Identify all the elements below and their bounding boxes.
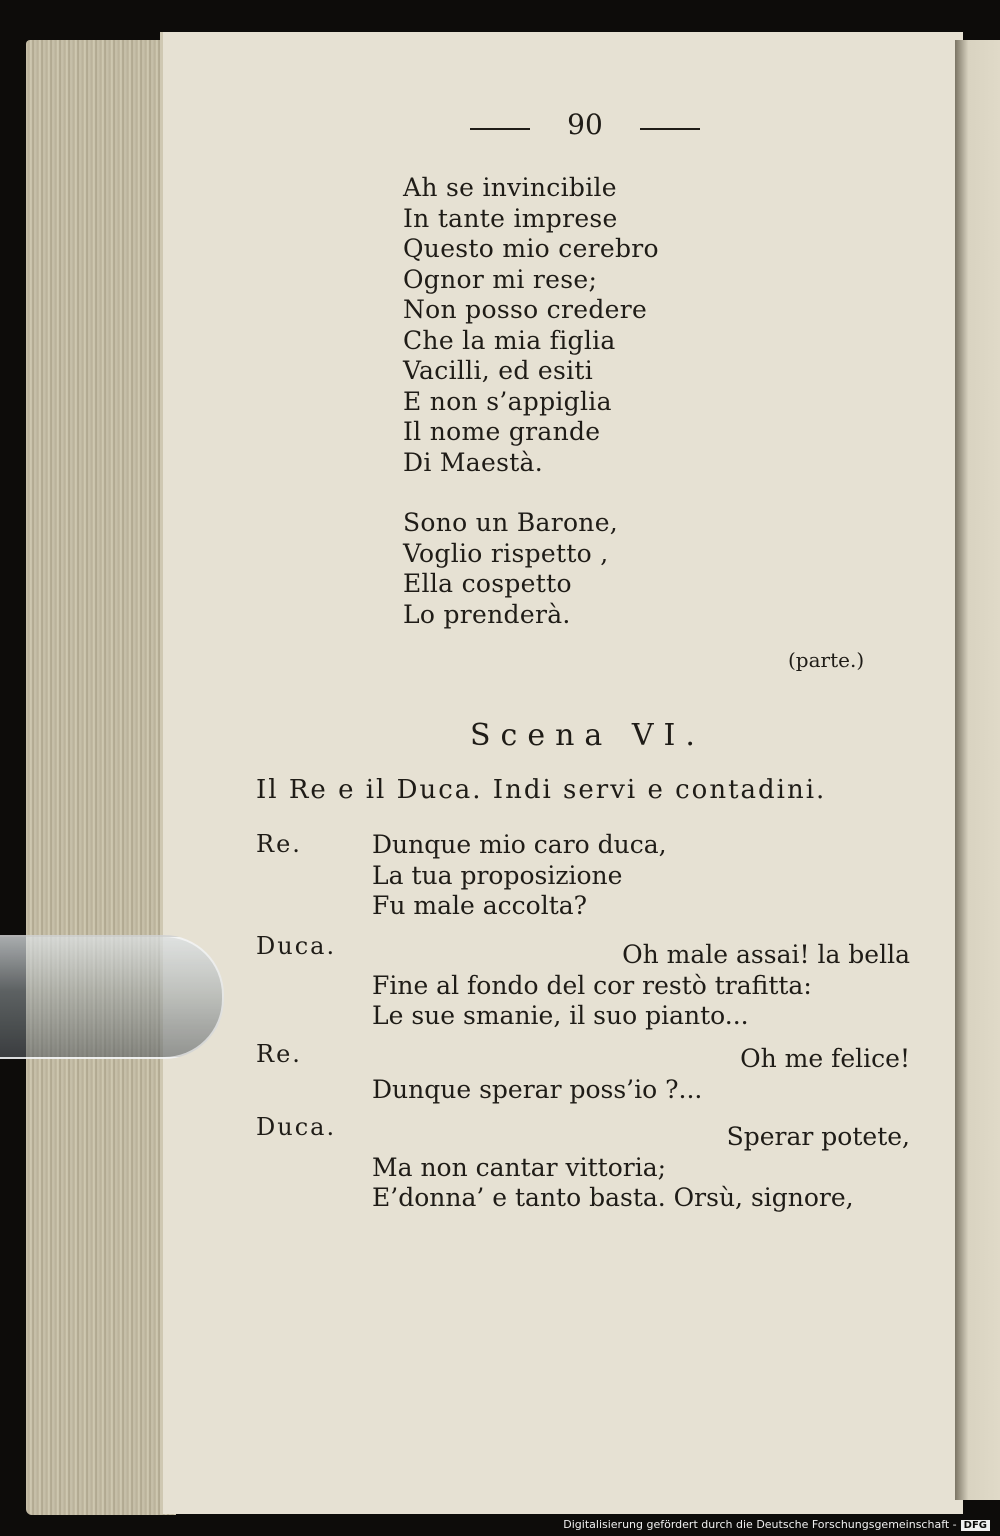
verse-line: Sono un Barone, <box>403 508 619 537</box>
speech-line: Dunque mio caro duca, <box>372 830 667 859</box>
speech-re-2 <box>372 1044 910 1105</box>
verse-line: Vacilli, ed esiti <box>403 356 594 385</box>
verse-line: Ella cospetto <box>403 569 572 598</box>
speaker-duca: Duca. <box>256 932 337 960</box>
verse-line: Di Maestà. <box>403 447 544 477</box>
speech-line: Fu male accolta? <box>372 891 588 920</box>
verse-line: Non posso credere <box>403 295 648 324</box>
verse-line: Ah se invincibile <box>403 173 617 202</box>
verse-line: Che la mia figlia <box>403 325 616 355</box>
speech-line: Oh me felice! <box>740 1044 910 1073</box>
speech-line: Dunque sperar poss’io ?... <box>372 1074 703 1104</box>
speaker-re: Re. <box>256 830 302 858</box>
speech-line: Le sue smanie, il suo pianto... <box>372 1001 749 1030</box>
verse-stanza-1 <box>403 173 659 478</box>
speech-line: Ma non cantar vittoria; <box>372 1152 667 1182</box>
speech-duca-2 <box>372 1122 910 1214</box>
footer-credit-text: Digitalisierung gefördert durch die Deutsche Forschungsgemeinschaft - <box>563 1518 957 1531</box>
verse-stanza-2 <box>403 508 618 630</box>
speech-duca-1 <box>372 940 910 1032</box>
verse-line: E non s’appiglia <box>403 386 612 416</box>
verse-line: Lo prenderà. <box>403 599 571 629</box>
speech-re-1 <box>372 830 667 922</box>
speech-line: E’donna’ e tanto basta. Orsù, signore, <box>372 1183 854 1212</box>
page-number-value: 90 <box>567 108 603 141</box>
footer-credit <box>563 1518 990 1531</box>
facing-page-edge <box>955 40 1000 1500</box>
page-number-dash-right <box>640 128 700 130</box>
cast-line: Il Re e il Duca. Indi servi e contadini. <box>256 775 827 805</box>
book-page-edges <box>26 40 176 1515</box>
verse-line: In tante imprese <box>403 203 618 233</box>
verse-line: Il nome grande <box>403 417 601 446</box>
speech-line: Oh male assai! la bella <box>622 940 910 969</box>
speaker-duca: Duca. <box>256 1113 337 1141</box>
verse-line: Voglio rispetto , <box>403 538 609 568</box>
verse-line: Questo mio cerebro <box>403 234 659 263</box>
verse-line: Ognor mi rese; <box>403 264 598 294</box>
speech-line: Sperar potete, <box>726 1122 910 1151</box>
page-holder-clip <box>0 935 224 1059</box>
speech-line: La tua proposizione <box>372 860 623 890</box>
dfg-logo-icon: DFG <box>961 1520 990 1531</box>
speech-line: Fine al fondo del cor restò trafitta: <box>372 970 812 1000</box>
page-number <box>470 108 700 148</box>
page-number-dash-left <box>470 128 530 130</box>
scene-title: Scena VI. <box>470 718 705 753</box>
stage-direction: (parte.) <box>788 648 865 672</box>
speaker-re: Re. <box>256 1040 302 1068</box>
